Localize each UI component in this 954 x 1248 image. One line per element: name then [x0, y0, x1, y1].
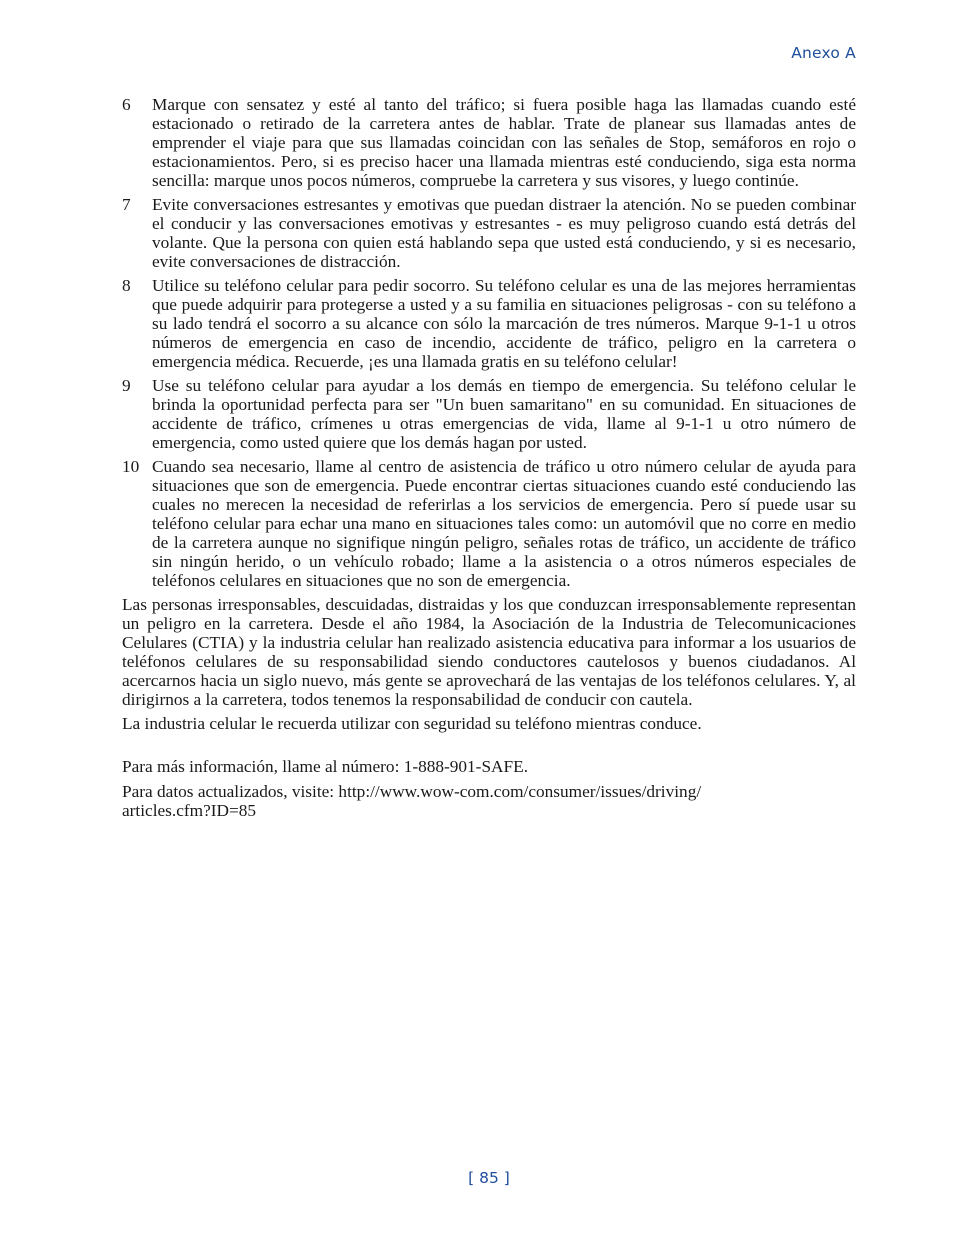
section-label: Anexo A — [791, 44, 856, 62]
page-content — [122, 95, 856, 826]
list-item-text: Marque con sensatez y esté al tanto del tráfico; si fuera posible haga las llamadas cuando esté estacionado o retirado de la carretera antes de hablar. Trate de planear sus llamadas antes de emprender el viaje para que sus llamadas coincidan con las señales de Stop, semáforos en rojo o estacionamientos. Pero, si es preciso hacer una llamada mientras esté conduciendo, siga esta norma sencilla: marque unos pocos números, compruebe la carretera y sus visores, y luego continúe. — [152, 95, 856, 190]
list-item-number: 6 — [122, 95, 131, 114]
list-item-text: Evite conversaciones estresantes y emotivas que puedan distraer la atención. No se pueden combinar el conducir y las conversaciones emotivas y estresantes - es muy peligroso cuando está detrás del volante. Que la persona con quien está hablando sepa que usted está conduciendo, y si es necesario, evite conversaciones de distracción. — [152, 195, 856, 271]
list-item — [122, 457, 856, 590]
list-item-text: Use su teléfono celular para ayudar a los demás en tiempo de emergencia. Su teléfono celular le brinda la oportunidad perfecta para ser "Un buen samaritano" en su comunidad. En situaciones de accidente de tráfico, crímenes u otras emergencias de vida, llame al 9-1-1 u otro número de emergencia, como usted quiere que los demás hagan por usted. — [152, 376, 856, 452]
list-item-text: Cuando sea necesario, llame al centro de asistencia de tráfico u otro número celular de ayuda para situaciones que son de emergencia. Puede encontrar ciertas situaciones cuando esté conduciendo las cuales no merecen la necesidad de referirlas a los servicios de emergencia. Pero sí puede usar su teléfono celular para echar una mano en situaciones tales como: un automóvil que no corre en medio de la carretera aunque no signifique ningún peligro, señales rotas de tráfico, un accidente de tráfico sin ningún herido, o un vehículo robado; llame a la asistencia o a otros números especiales de teléfonos celulares en situaciones que no son de emergencia. — [152, 457, 856, 590]
list-item — [122, 276, 856, 371]
body-paragraph: Las personas irresponsables, descuidadas, distraidas y los que conduzcan irresponsablemente representan un peligro en la carretera. Desde el año 1984, la Asociación de la Industria de Telecomunicaciones Celulares (CTIA) y la industria celular han realizado asistencia educativa para informar a los usuarios de teléfonos celulares de su responsabilidad siendo conductores cautelosos y buenos ciudadanos. Al acercarnos hacia un siglo nuevo, más gente se aprovechará de las ventajas de los teléfonos celulares. Y, al dirigirnos a la carretera, todos tenemos la responsabilidad de conducir con cautela. — [122, 595, 856, 709]
list-item-number: 9 — [122, 376, 131, 395]
spacer — [122, 738, 856, 757]
website-line: articles.cfm?ID=85 — [122, 801, 257, 820]
list-item-text: Utilice su teléfono celular para pedir socorro. Su teléfono celular es una de las mejores herramientas que puede adquirir para protegerse a usted y a su familia en situaciones peligrosas - con su teléfono a su lado tendrá el socorro a su alcance con sólo la marcación de tres números. Marque 9-1-1 u otros números de emergencia en caso de incendio, accidente de tráfico, peligro en la carretera o emergencia médica. Recuerde, ¡es una llamada gratis en su teléfono celular! — [152, 276, 856, 371]
list-item-number: 7 — [122, 195, 131, 214]
phone-info: Para más información, llame al número: 1-888-901-SAFE. — [122, 757, 529, 776]
body-paragraph: La industria celular le recuerda utilizar con seguridad su teléfono mientras conduce. — [122, 714, 702, 733]
website-line: Para datos actualizados, visite: http://www.wow-com.com/consumer/issues/driving/ — [122, 782, 702, 801]
website-info — [122, 782, 856, 820]
list-item — [122, 376, 856, 452]
page-number: [ 85 ] — [468, 1169, 510, 1187]
list-item — [122, 95, 856, 190]
list-item-number: 8 — [122, 276, 131, 295]
list-item — [122, 195, 856, 271]
list-item-number: 10 — [122, 457, 140, 476]
